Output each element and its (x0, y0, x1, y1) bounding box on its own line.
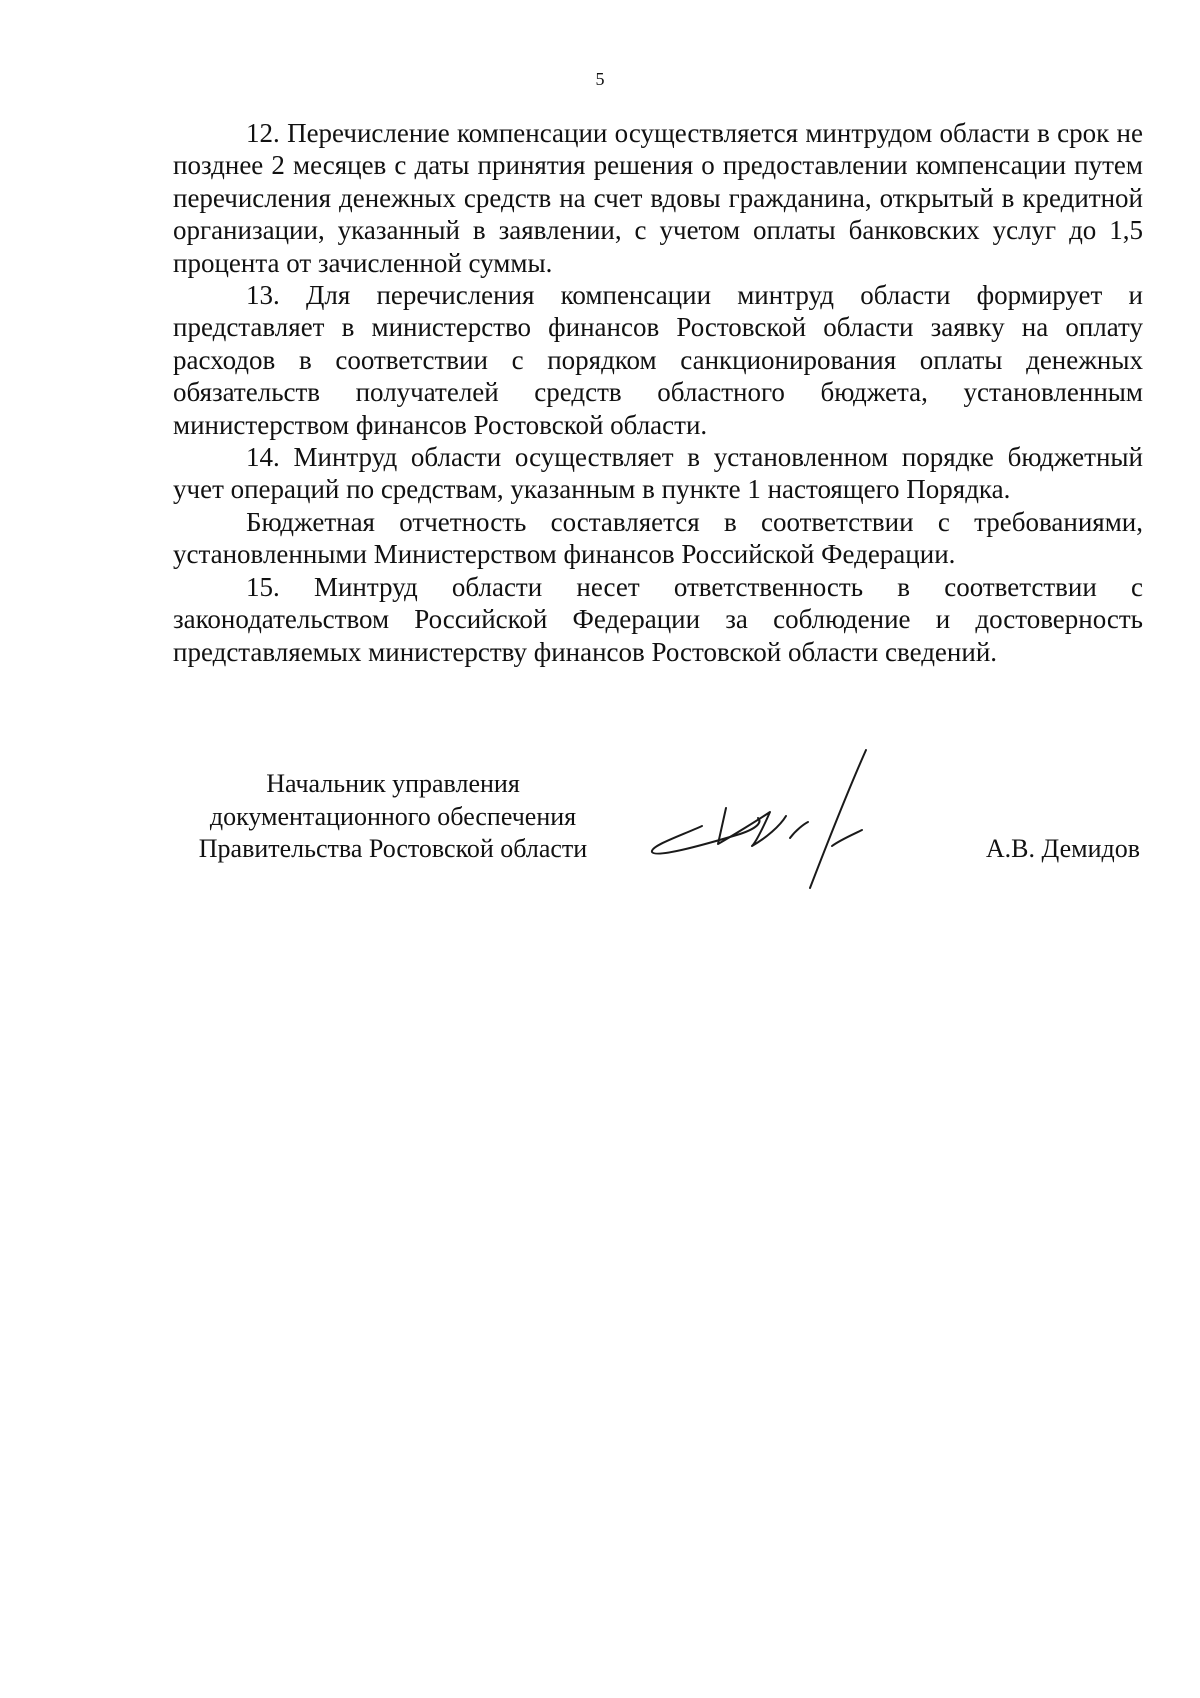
paragraph-13: 13. Для перечисления компенсации минтруд области формирует и представляет в министерство финансов Ростовской области заявку на оплату расходов в соответствии с порядком санкционирования оплаты денежных обязательств получателей средств областного бюджета, установленным министерством финансов Ростовской области. (173, 280, 1143, 440)
page-number: 5 (595, 69, 605, 89)
signatory-position-line: документационного обеспечения (209, 801, 577, 831)
paragraph-14: 14. Минтруд области осуществляет в установленном порядке бюджетный учет операций по средствам, указанным в пункте 1 настоящего Порядка. (173, 442, 1143, 505)
signatory-position (173, 768, 613, 866)
signatory-position-line: Правительства Ростовской области (198, 834, 588, 863)
paragraph-15: 15. Минтруд области несет ответственность в соответствии с законодательством Российской Федерации за соблюдение и достоверность представляемых министерству финансов Ростовской области сведений. (173, 571, 1143, 667)
signatory-name: А.В. Демидов (985, 834, 1140, 863)
handwritten-signature (640, 746, 930, 916)
signatory-position-line: Начальник управления (266, 769, 520, 798)
paragraph-budget-reporting: Бюджетная отчетность составляется в соответствии с требованиями, установленными Министерством финансов Российской Федерации. (173, 506, 1143, 570)
paragraph-12: 12. Перечисление компенсации осуществляется минтрудом области в срок не позднее 2 месяцев с даты принятия решения о предоставлении компенсации путем перечисления денежных средств на счет вдовы гражданина, открытый в кредитной организации, указанный в заявлении, с учетом оплаты банковских услуг до 1,5 процента от зачисленной суммы. (173, 118, 1143, 278)
signature-block (0, 768, 1200, 918)
document-body (173, 117, 1143, 668)
